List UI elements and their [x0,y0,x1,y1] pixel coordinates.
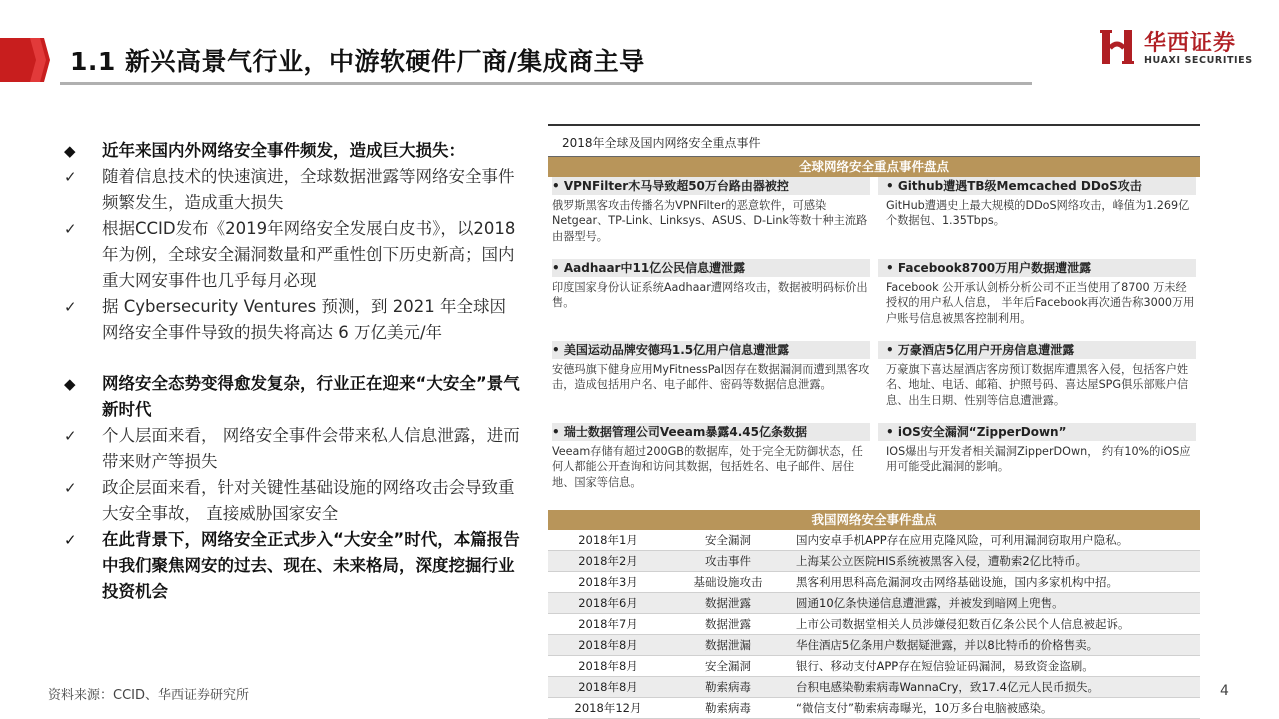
event-date: 2018年1月 [578,532,638,547]
global-event [548,341,874,423]
table-row [548,572,1200,593]
event-date: 2018年7月 [578,616,638,631]
page-number: 4 [1220,683,1229,699]
check-bullet-icon: ✓ [64,479,77,497]
bullet-text: 近年来国内外网络安全事件频发，造成巨大损失： [102,141,465,160]
table-row [548,677,1200,698]
global-event [548,177,874,259]
event-date: 2018年3月 [578,574,638,589]
event-type: 数据泄露 [705,616,751,631]
event-type: 安全漏洞 [705,658,751,673]
global-event [874,341,1200,423]
event-detail: 银行、移动支付APP存在短信验证码漏洞，易致资金盗刷。 [796,658,1094,673]
bullet-point [62,294,520,346]
event-description: 安德玛旗下健身应用MyFitnessPal因存在数据漏洞而遭到黑客攻击，造成包括用户名、电子邮件、密码等数据信息泄露。 [552,362,870,391]
event-date: 2018年8月 [578,658,638,673]
global-events-band: 全球网络安全重点事件盘点 [548,157,1200,177]
table-row [548,593,1200,614]
bullet-text: 个人层面来看， 网络安全事件会带来私人信息泄露，进而带来财产等损失 [102,426,520,471]
logo-english-name: HUAXI SECURITIES [1144,55,1253,66]
event-type: 勒索病毒 [705,700,751,715]
check-bullet-icon: ✓ [64,531,77,549]
bullet-text: 政企层面来看，针对关键性基础设施的网络攻击会导致重大安全事故， 直接威胁国家安全 [102,478,515,523]
event-date: 2018年6月 [578,595,638,610]
bullet-point [62,475,520,527]
event-type: 勒索病毒 [705,679,751,694]
global-event-row [548,177,1200,259]
event-title: • VPNFilter木马导致超50万台路由器被控 [552,177,870,195]
event-title: • iOS安全漏洞“ZipperDown” [878,423,1196,441]
bullet-point [62,164,520,216]
global-event [874,259,1200,341]
diamond-bullet-icon: ◆ [64,375,76,393]
event-type: 数据泄露 [705,595,751,610]
event-type: 数据泄漏 [705,637,751,652]
event-date: 2018年12月 [574,700,642,715]
diamond-bullet-icon: ◆ [64,142,76,160]
security-events-table [548,124,1200,719]
event-type: 基础设施攻击 [693,574,763,589]
event-detail: 黑客利用思科高危漏洞攻击网络基础设施，国内多家机构中招。 [796,574,1118,589]
global-event [548,259,874,341]
event-type: 攻击事件 [705,553,751,568]
bullet-heading [62,371,520,423]
event-detail: 圆通10亿条快递信息遭泄露，并被发到暗网上兜售。 [796,595,1064,610]
event-description: 万豪旗下喜达屋酒店客房预订数据库遭黑客入侵，包括客户姓名、地址、电话、邮箱、护照号码、喜达屋SPG俱乐部账户信息、出生日期、性别等信息遭泄露。 [886,362,1189,407]
event-description: GitHub遭遇史上最大规模的DDoS网络攻击，峰值为1.269亿个数据包、1.35Tbps。 [886,198,1190,227]
table-row [548,614,1200,635]
china-events-table [548,510,1200,719]
bullet-point [62,527,520,605]
bullet-text: 随着信息技术的快速演进，全球数据泄露等网络安全事件频繁发生，造成重大损失 [102,167,515,212]
bullet-point [62,423,520,475]
bullet-text: 根据CCID发布《2019年网络安全发展白皮书》，以2018年为例，全球安全漏洞数量和严重性创下历史新高；国内重大网安事件也几乎每月必现 [102,219,516,290]
bullet-text: 在此背景下，网络安全正式步入“大安全”时代，本篇报告中我们聚焦网安的过去、现在、未来格局，深度挖掘行业投资机会 [102,530,520,601]
bullet-heading [62,138,520,164]
global-event-row [548,423,1200,505]
event-detail: 华住酒店5亿条用户数据疑泄露，并以8比特币的价格售卖。 [796,637,1099,652]
event-detail: 上市公司数据堂相关人员涉嫌侵犯数百亿条公民个人信息被起诉。 [796,616,1130,631]
global-event [874,177,1200,259]
huaxi-logo-mark-icon [1100,26,1138,68]
logo-chinese-name: 华西证券 [1144,31,1237,56]
event-title: • Github遭遇TB级Memcached DDoS攻击 [878,177,1196,195]
global-event [874,423,1200,505]
page-title: 1.1 新兴高景气行业，中游软硬件厂商/集成商主导 [70,47,645,76]
event-title: • 万豪酒店5亿用户开房信息遭泄露 [878,341,1196,359]
check-bullet-icon: ✓ [64,427,77,445]
table-caption: 2018年全球及国内网络安全重点事件 [562,135,761,150]
source-note: 资料来源：CCID、华西证券研究所 [48,688,249,703]
table-row [548,551,1200,572]
event-detail: 台积电感染勒索病毒WannaCry，致17.4亿元人民币损失。 [796,679,1099,694]
event-description: Veeam存储有超过200GB的数据库，处于完全无防御状态，任何人都能公开查询和访问其数据，包括姓名、电子邮件、居住地、国家等信息。 [552,444,863,489]
bullet-text: 据 Cybersecurity Ventures 预测，到 2021 年全球因网络安全事件导致的损失将高达 6 万亿美元/年 [102,297,507,342]
bullet-text: 网络安全态势变得愈发复杂，行业正在迎来“大安全”景气新时代 [102,374,520,419]
event-description: 印度国家身份认证系统Aadhaar遭网络攻击，数据被明码标价出售。 [552,280,868,309]
event-description: Facebook 公开承认剑桥分析公司不正当使用了8700 万未经授权的用户私人信息， 半年后Facebook再次通告称3000万用户账号信息被黑客控制利用。 [886,280,1195,325]
event-date: 2018年8月 [578,637,638,652]
key-points [62,138,520,605]
event-title: • 美国运动品牌安德玛1.5亿用户信息遭泄露 [552,341,870,359]
title-divider [60,82,1032,85]
event-title: • 瑞士数据管理公司Veeam暴露4.45亿条数据 [552,423,870,441]
global-event-row [548,259,1200,341]
event-type: 安全漏洞 [705,532,751,547]
check-bullet-icon: ✓ [64,298,77,316]
global-event [548,423,874,505]
table-row [548,530,1200,551]
event-title: • Facebook8700万用户数据遭泄露 [878,259,1196,277]
global-event-row [548,341,1200,423]
event-title: • Aadhaar中11亿公民信息遭泄露 [552,259,870,277]
header-accent-shape [0,38,50,82]
event-description: IOS爆出与开发者相关漏洞ZipperDOwn， 约有10%的iOS应用可能受此漏洞的影响。 [886,444,1191,473]
event-detail: 国内安卓手机APP存在应用克隆风险，可利用漏洞窃取用户隐私。 [796,532,1129,547]
event-detail: “微信支付”勒索病毒曝光，10万多台电脑被感染。 [796,700,1053,715]
check-bullet-icon: ✓ [64,168,77,186]
huaxi-logo [1100,24,1260,72]
check-bullet-icon: ✓ [64,220,77,238]
table-row [548,656,1200,677]
table-row [548,698,1200,719]
table-row [548,635,1200,656]
event-date: 2018年2月 [578,553,638,568]
event-date: 2018年8月 [578,679,638,694]
event-detail: 上海某公立医院HIS系统被黑客入侵，遭勒索2亿比特币。 [796,553,1088,568]
bullet-point [62,216,520,294]
china-events-band: 我国网络安全事件盘点 [548,510,1200,530]
event-description: 俄罗斯黑客攻击传播名为VPNFilter的恶意软件，可感染Netgear、TP-Link、Linksys、ASUS、D-Link等数十种主流路由器型号。 [552,198,868,243]
